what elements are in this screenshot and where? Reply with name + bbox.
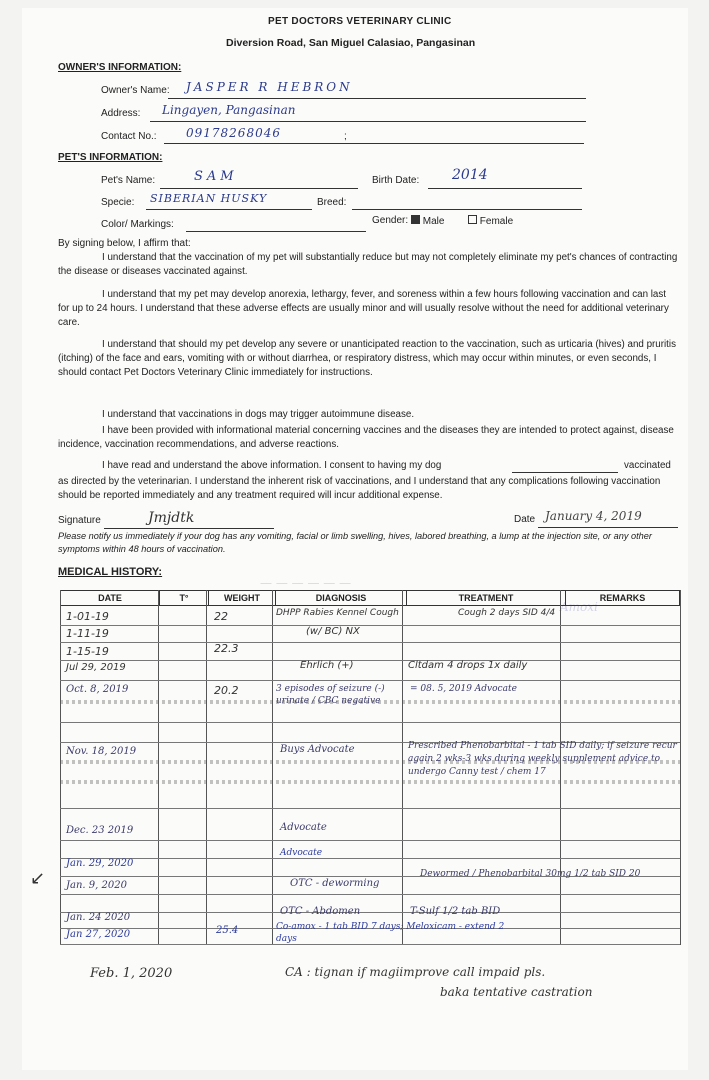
entry-5-treatment: = 08. 5, 2019 Advocate bbox=[410, 684, 517, 694]
owner-contact-label: Contact No.: bbox=[101, 131, 157, 142]
owner-section-title: OWNER'S INFORMATION: bbox=[58, 62, 182, 73]
entry-7-diagnosis: Advocate bbox=[280, 822, 327, 833]
specie-label: Specie: bbox=[101, 197, 135, 208]
margin-arrow-icon: ↙ bbox=[30, 868, 46, 888]
female-label: Female bbox=[479, 216, 514, 227]
col-diagnosis: DIAGNOSIS bbox=[276, 591, 407, 606]
signed-date-value: January 4, 2019 bbox=[545, 509, 642, 523]
entry-5-weight: 20.2 bbox=[214, 684, 239, 697]
date-label: Date bbox=[514, 514, 536, 525]
entry-1-remarks: Cough 2 days SID 4/4 bbox=[458, 608, 556, 618]
entry-3-weight: 22.3 bbox=[214, 642, 239, 655]
entry-5-date: Oct. 8, 2019 bbox=[66, 684, 129, 695]
owner-address-value: Lingayen, Pangasinan bbox=[162, 103, 296, 117]
entry-1-weight: 22 bbox=[214, 610, 228, 623]
pet-section-title: PET'S INFORMATION: bbox=[58, 152, 163, 163]
owner-contact-sep: ; bbox=[344, 131, 347, 142]
entry-6-date: Nov. 18, 2019 bbox=[66, 746, 137, 757]
entry-5-diagnosis: 3 episodes of seizure (-) urinate / CBC negative bbox=[276, 684, 385, 706]
owner-name-value: JASPER R HEBRON bbox=[186, 80, 353, 94]
col-treatment: TREATMENT bbox=[407, 591, 566, 606]
entry-7-date: Dec. 23 2019 bbox=[66, 825, 134, 836]
entry-6-treatment: Prescribed Phenobarbital - 1 tab SID daily; if seizure recur again 2 wks-3 wks during weekly supplement advice to undergo Canny test / chem 17 bbox=[408, 741, 677, 777]
entry-4-date: Jul 29, 2019 bbox=[66, 662, 126, 673]
male-checkbox[interactable] bbox=[411, 215, 420, 224]
consent-paragraph-1: I understand that the vaccination of my pet will substantially reduce but may not completely eliminate my pet's chances of contracting the disease or diseases vaccinated against. bbox=[58, 252, 678, 277]
consent-paragraph-5: I have been provided with informational material concerning vaccines and the diseases they are intended to protect against, disease incidence, vaccination recommendations, and adverse reactions. bbox=[58, 425, 674, 450]
pet-name-value: SAM bbox=[194, 169, 238, 184]
entry-2-date: 1-11-19 bbox=[66, 627, 109, 640]
pet-name-line bbox=[160, 188, 358, 189]
clinic-address: Diversion Road, San Miguel Calasiao, Pangasinan bbox=[226, 37, 476, 49]
birth-date-label: Birth Date: bbox=[372, 175, 420, 186]
specie-value: SIBERIAN HUSKY bbox=[150, 192, 268, 205]
entry-10-diagnosis: OTC - Abdomen bbox=[280, 906, 361, 917]
entry-10-date: Jan. 24 2020 bbox=[66, 912, 131, 923]
color-markings-line bbox=[186, 231, 366, 232]
entry-6-diagnosis: Buys Advocate bbox=[280, 744, 355, 755]
breed-label: Breed: bbox=[317, 197, 347, 208]
specie-line bbox=[146, 209, 312, 210]
birth-date-value: 2014 bbox=[452, 167, 488, 183]
footer-note-2: baka tentative castration bbox=[440, 985, 593, 999]
owner-address-line bbox=[150, 121, 586, 122]
owner-name-label: Owner's Name: bbox=[101, 85, 170, 96]
entry-9-treatment: Dewormed / Phenobarbital 30mg 1/2 tab SID 20 bbox=[420, 869, 641, 879]
vaccination-notice: Please notify us immediately if your dog has any vomiting, facial or limb swelling, hives, labored breathing, a lump at the injection site, or any other symptoms within 48 hours of vaccination. bbox=[58, 531, 652, 554]
col-temp: T° bbox=[160, 591, 209, 606]
entry-9-diagnosis: OTC - deworming bbox=[290, 878, 380, 889]
entry-8-date: Jan. 29, 2020 bbox=[66, 858, 134, 869]
col-remarks: REMARKS bbox=[566, 591, 680, 606]
male-label: Male bbox=[422, 216, 445, 227]
owner-address-label: Address: bbox=[101, 108, 141, 119]
footer-note-1: CA : tignan if magiimprove call impaid pls. bbox=[285, 965, 546, 979]
footer-date: Feb. 1, 2020 bbox=[90, 966, 173, 981]
entry-11-weight: 25.4 bbox=[216, 925, 239, 936]
col-weight: WEIGHT bbox=[209, 591, 276, 606]
entry-8-diagnosis: Advocate bbox=[280, 848, 323, 858]
owner-contact-value: 09178268046 bbox=[186, 126, 281, 140]
col-date: DATE bbox=[61, 591, 160, 606]
breed-line bbox=[352, 209, 582, 210]
entry-4-treatment: Cltdam 4 drops 1x daily bbox=[408, 660, 528, 671]
signature-label: Signature bbox=[58, 515, 101, 526]
date-line bbox=[538, 527, 678, 528]
dog-name-line bbox=[512, 472, 618, 473]
consent-intro: By signing below, I affirm that: bbox=[58, 238, 191, 249]
owner-signature: Jmjdtk bbox=[148, 510, 195, 526]
consent-paragraph-6c: as directed by the veterinarian. I understand the inherent risk of vaccinations, and I understand that any complications following vaccination should be reported immediately and any treatment required will incur additional expense. bbox=[58, 476, 661, 501]
consent-paragraph-6a: I have read and understand the above information. I consent to having my dog bbox=[102, 460, 442, 471]
gender-female-option[interactable] bbox=[468, 215, 513, 227]
entry-1-treatment: (w/ BC) NX bbox=[306, 626, 360, 637]
history-header-row bbox=[61, 591, 680, 606]
gender-label: Gender: bbox=[372, 215, 409, 226]
clinic-name: PET DOCTORS VETERINARY CLINIC bbox=[268, 16, 452, 27]
entry-1-diagnosis: DHPP Rabies Kennel Cough bbox=[276, 608, 399, 618]
signature-line bbox=[104, 528, 274, 529]
entry-10-treatment: T-Sulf 1/2 tab BID bbox=[410, 906, 501, 917]
entry-3-date: 1-15-19 bbox=[66, 645, 109, 658]
entry-11-date: Jan 27, 2020 bbox=[66, 929, 131, 940]
medical-history-table bbox=[60, 590, 680, 606]
consent-paragraph-4: I understand that vaccinations in dogs may trigger autoimmune disease. bbox=[102, 409, 415, 420]
entry-9-date: Jan. 9, 2020 bbox=[66, 880, 127, 891]
medical-history-title: MEDICAL HISTORY: bbox=[58, 566, 163, 578]
consent-paragraph-3: I understand that should my pet develop any severe or unanticipated reaction to the vaccination, such as urticaria (hives) and pruritis (itching) of the face and ears, vomiting with or without diarrhea, or respiratory distress, which may occur within minutes, or even seconds, I should contact Pet Doctors Veterinary Clinic immediately for instructions. bbox=[58, 339, 676, 378]
entry-1-date: 1-01-19 bbox=[66, 610, 109, 623]
entry-4-diagnosis: Ehrlich (+) bbox=[300, 660, 354, 671]
entry-11-diagnosis: Co-amox - 1 tab BID 7 days; Meloxicam - extend 2 days bbox=[276, 922, 505, 944]
pet-name-label: Pet's Name: bbox=[101, 175, 156, 186]
consent-paragraph-6b: vaccinated bbox=[624, 460, 671, 471]
birth-date-line bbox=[428, 188, 582, 189]
owner-contact-line bbox=[164, 143, 584, 144]
color-markings-label: Color/ Markings: bbox=[101, 219, 174, 230]
female-checkbox[interactable] bbox=[468, 215, 477, 224]
gender-male-option[interactable] bbox=[411, 215, 444, 227]
consent-paragraph-2: I understand that my pet may develop anorexia, lethargy, fever, and soreness within a few hours following vaccination and can last for up to 24 hours. I understand that these adverse effects are usually minor and will usually resolve without the need for additional veterinary care. bbox=[58, 289, 669, 328]
owner-name-line bbox=[168, 98, 586, 99]
